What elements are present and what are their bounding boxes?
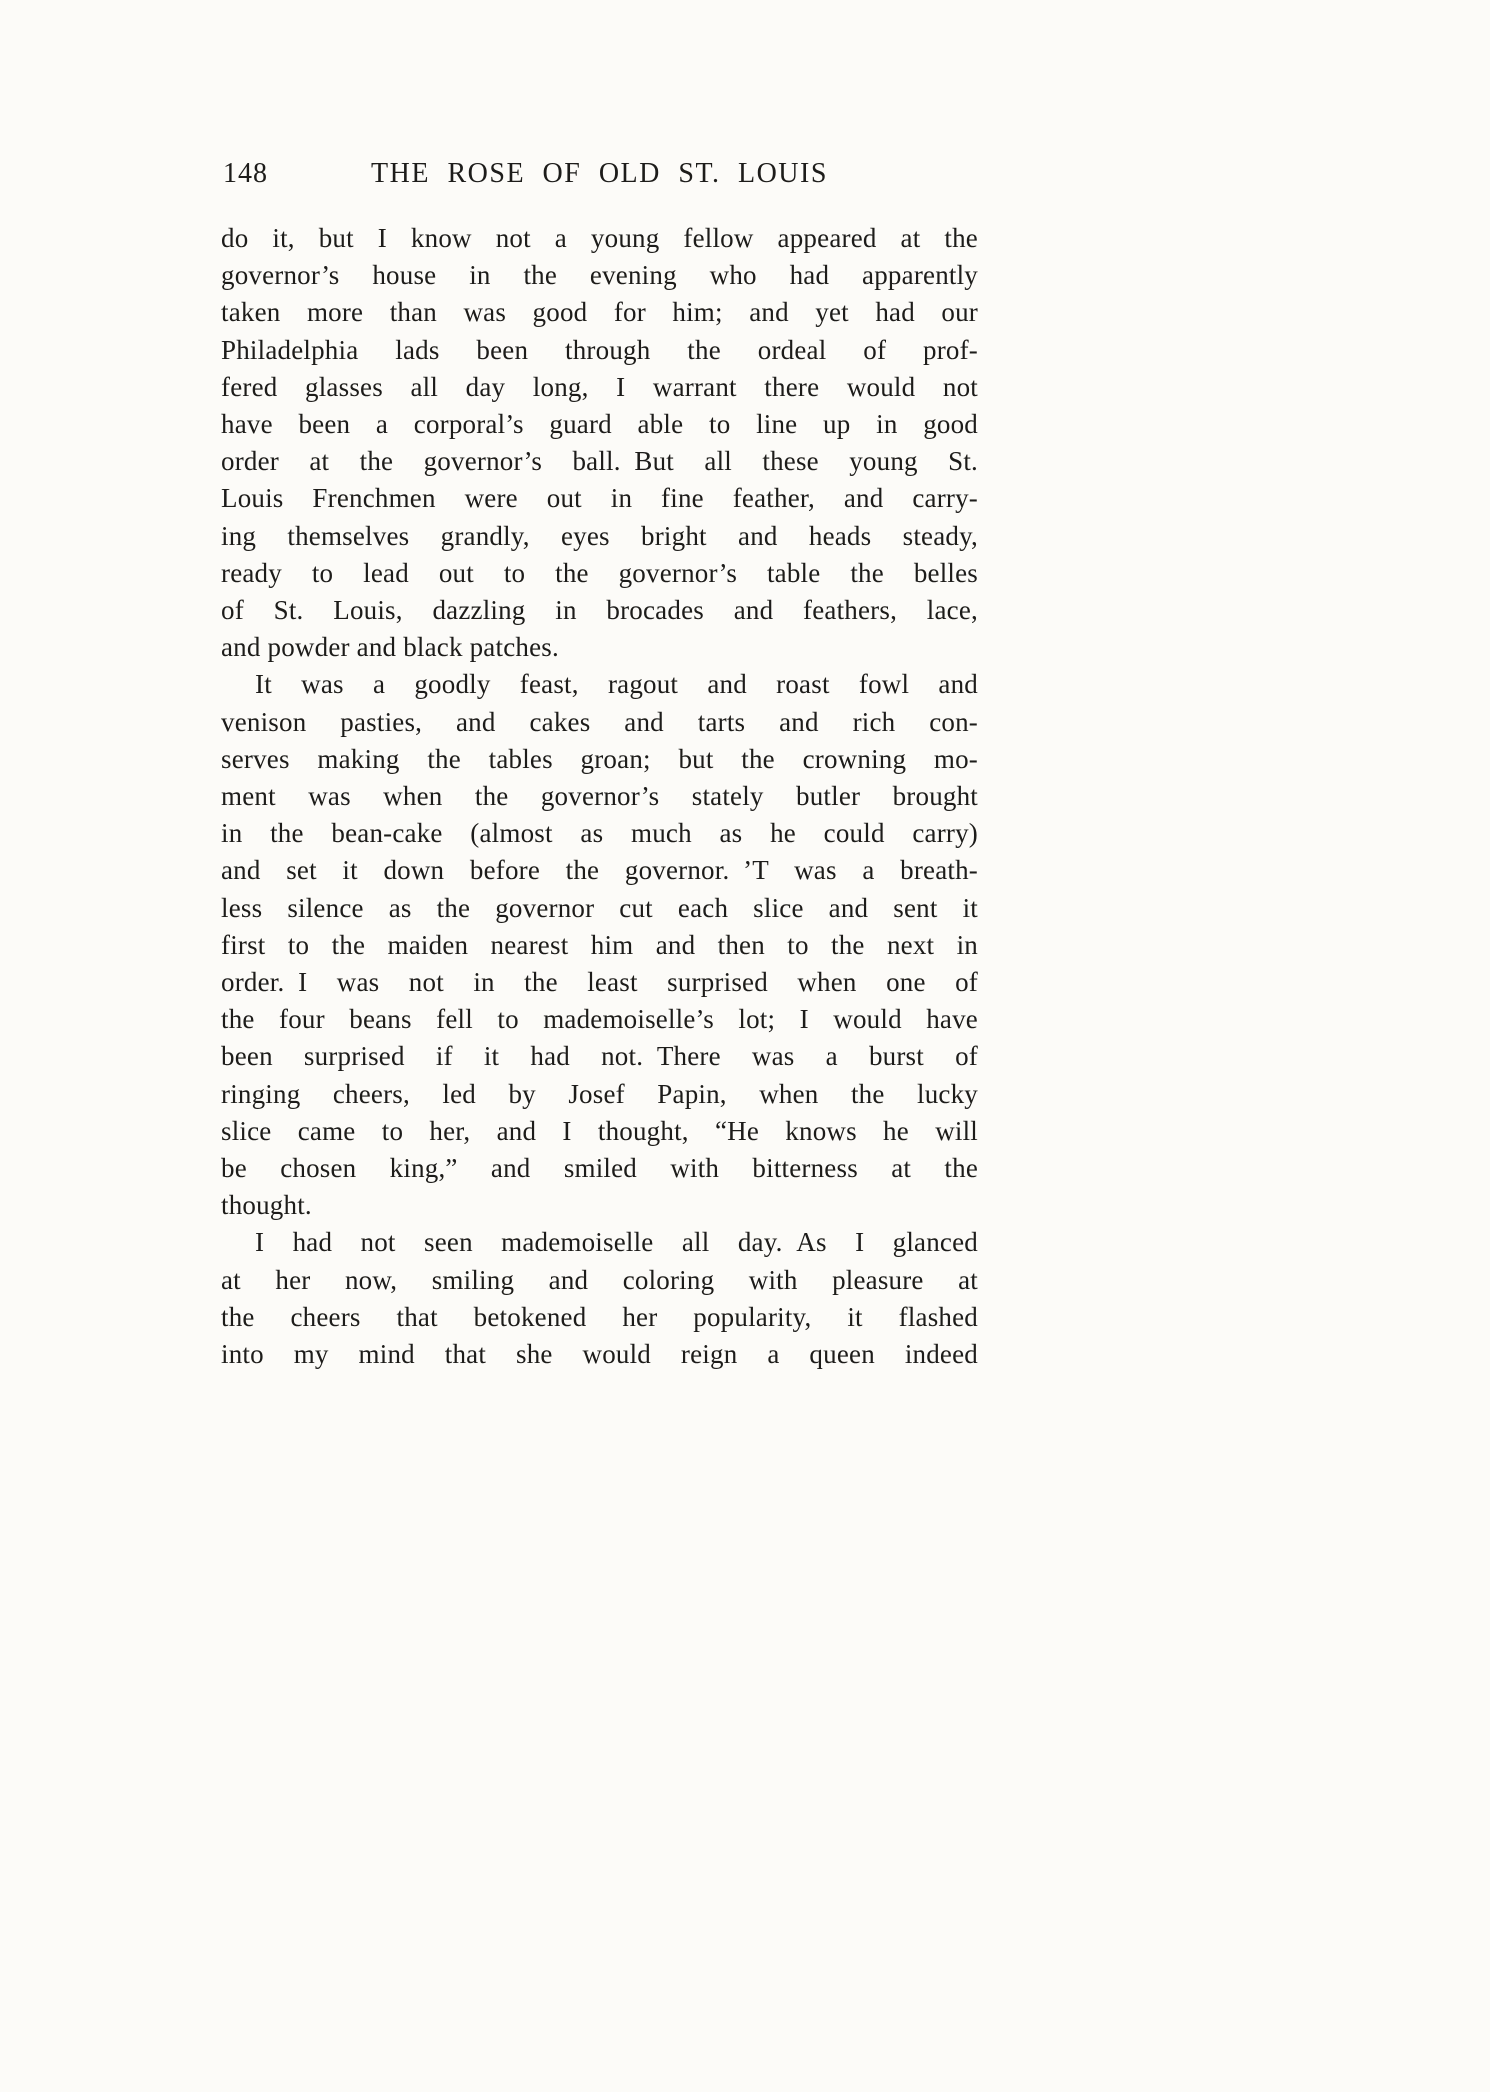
text-line: of St. Louis, dazzling in brocades and feathers, lace,	[221, 595, 978, 626]
text-body	[221, 220, 978, 1373]
text-line: ing themselves grandly, eyes bright and heads steady,	[221, 520, 978, 551]
text-line: thought.	[221, 1190, 312, 1221]
text-line: slice came to her, and I thought, “He knows he will	[221, 1115, 978, 1146]
text-block	[221, 156, 978, 1373]
text-line: first to the maiden nearest him and then to the next in	[221, 929, 978, 960]
text-line: into my mind that she would reign a queen indeed	[221, 1339, 978, 1370]
text-line: in the bean-cake (almost as much as he could carry)	[221, 818, 978, 849]
text-line: It was a goodly feast, ragout and roast fowl and	[255, 669, 978, 700]
text-line: ment was when the governor’s stately butler brought	[221, 781, 978, 812]
text-line: governor’s house in the evening who had apparently	[221, 260, 978, 291]
text-line: order at the governor’s ball. But all these young St.	[221, 446, 978, 477]
text-line: the cheers that betokened her popularity, it flashed	[221, 1301, 978, 1332]
text-line: ringing cheers, led by Josef Papin, when the lucky	[221, 1078, 978, 1109]
text-line: do it, but I know not a young fellow appeared at the	[221, 223, 978, 253]
text-line: less silence as the governor cut each slice and sent it	[221, 892, 978, 923]
text-line: and powder and black patches.	[221, 632, 559, 663]
text-line: have been a corporal’s guard able to line up in good	[221, 409, 978, 440]
text-line: at her now, smiling and coloring with pleasure at	[221, 1264, 978, 1295]
text-line: be chosen king,” and smiled with bitterness at the	[221, 1153, 978, 1184]
text-line: ready to lead out to the governor’s table the belles	[221, 557, 978, 588]
text-line: Louis Frenchmen were out in fine feather, and carry-	[221, 483, 978, 514]
text-line: serves making the tables groan; but the crowning mo-	[221, 743, 978, 774]
text-line: and set it down before the governor. ’T was a breath-	[221, 855, 978, 886]
text-line: the four beans fell to mademoiselle’s lot; I would have	[221, 1004, 978, 1035]
text-line: taken more than was good for him; and yet had our	[221, 297, 978, 328]
page-header	[221, 156, 978, 192]
text-line: Philadelphia lads been through the ordeal of prof-	[221, 334, 978, 365]
page-number: 148	[223, 158, 268, 189]
text-line: order. I was not in the least surprised when one of	[221, 967, 978, 998]
text-line: fered glasses all day long, I warrant there would not	[221, 371, 978, 402]
text-line: venison pasties, and cakes and tarts and rich con-	[221, 706, 978, 737]
running-title: THE ROSE OF OLD ST. LOUIS	[371, 158, 828, 189]
text-line: been surprised if it had not. There was a burst of	[221, 1041, 978, 1072]
text-line: I had not seen mademoiselle all day. As I glanced	[255, 1227, 978, 1258]
